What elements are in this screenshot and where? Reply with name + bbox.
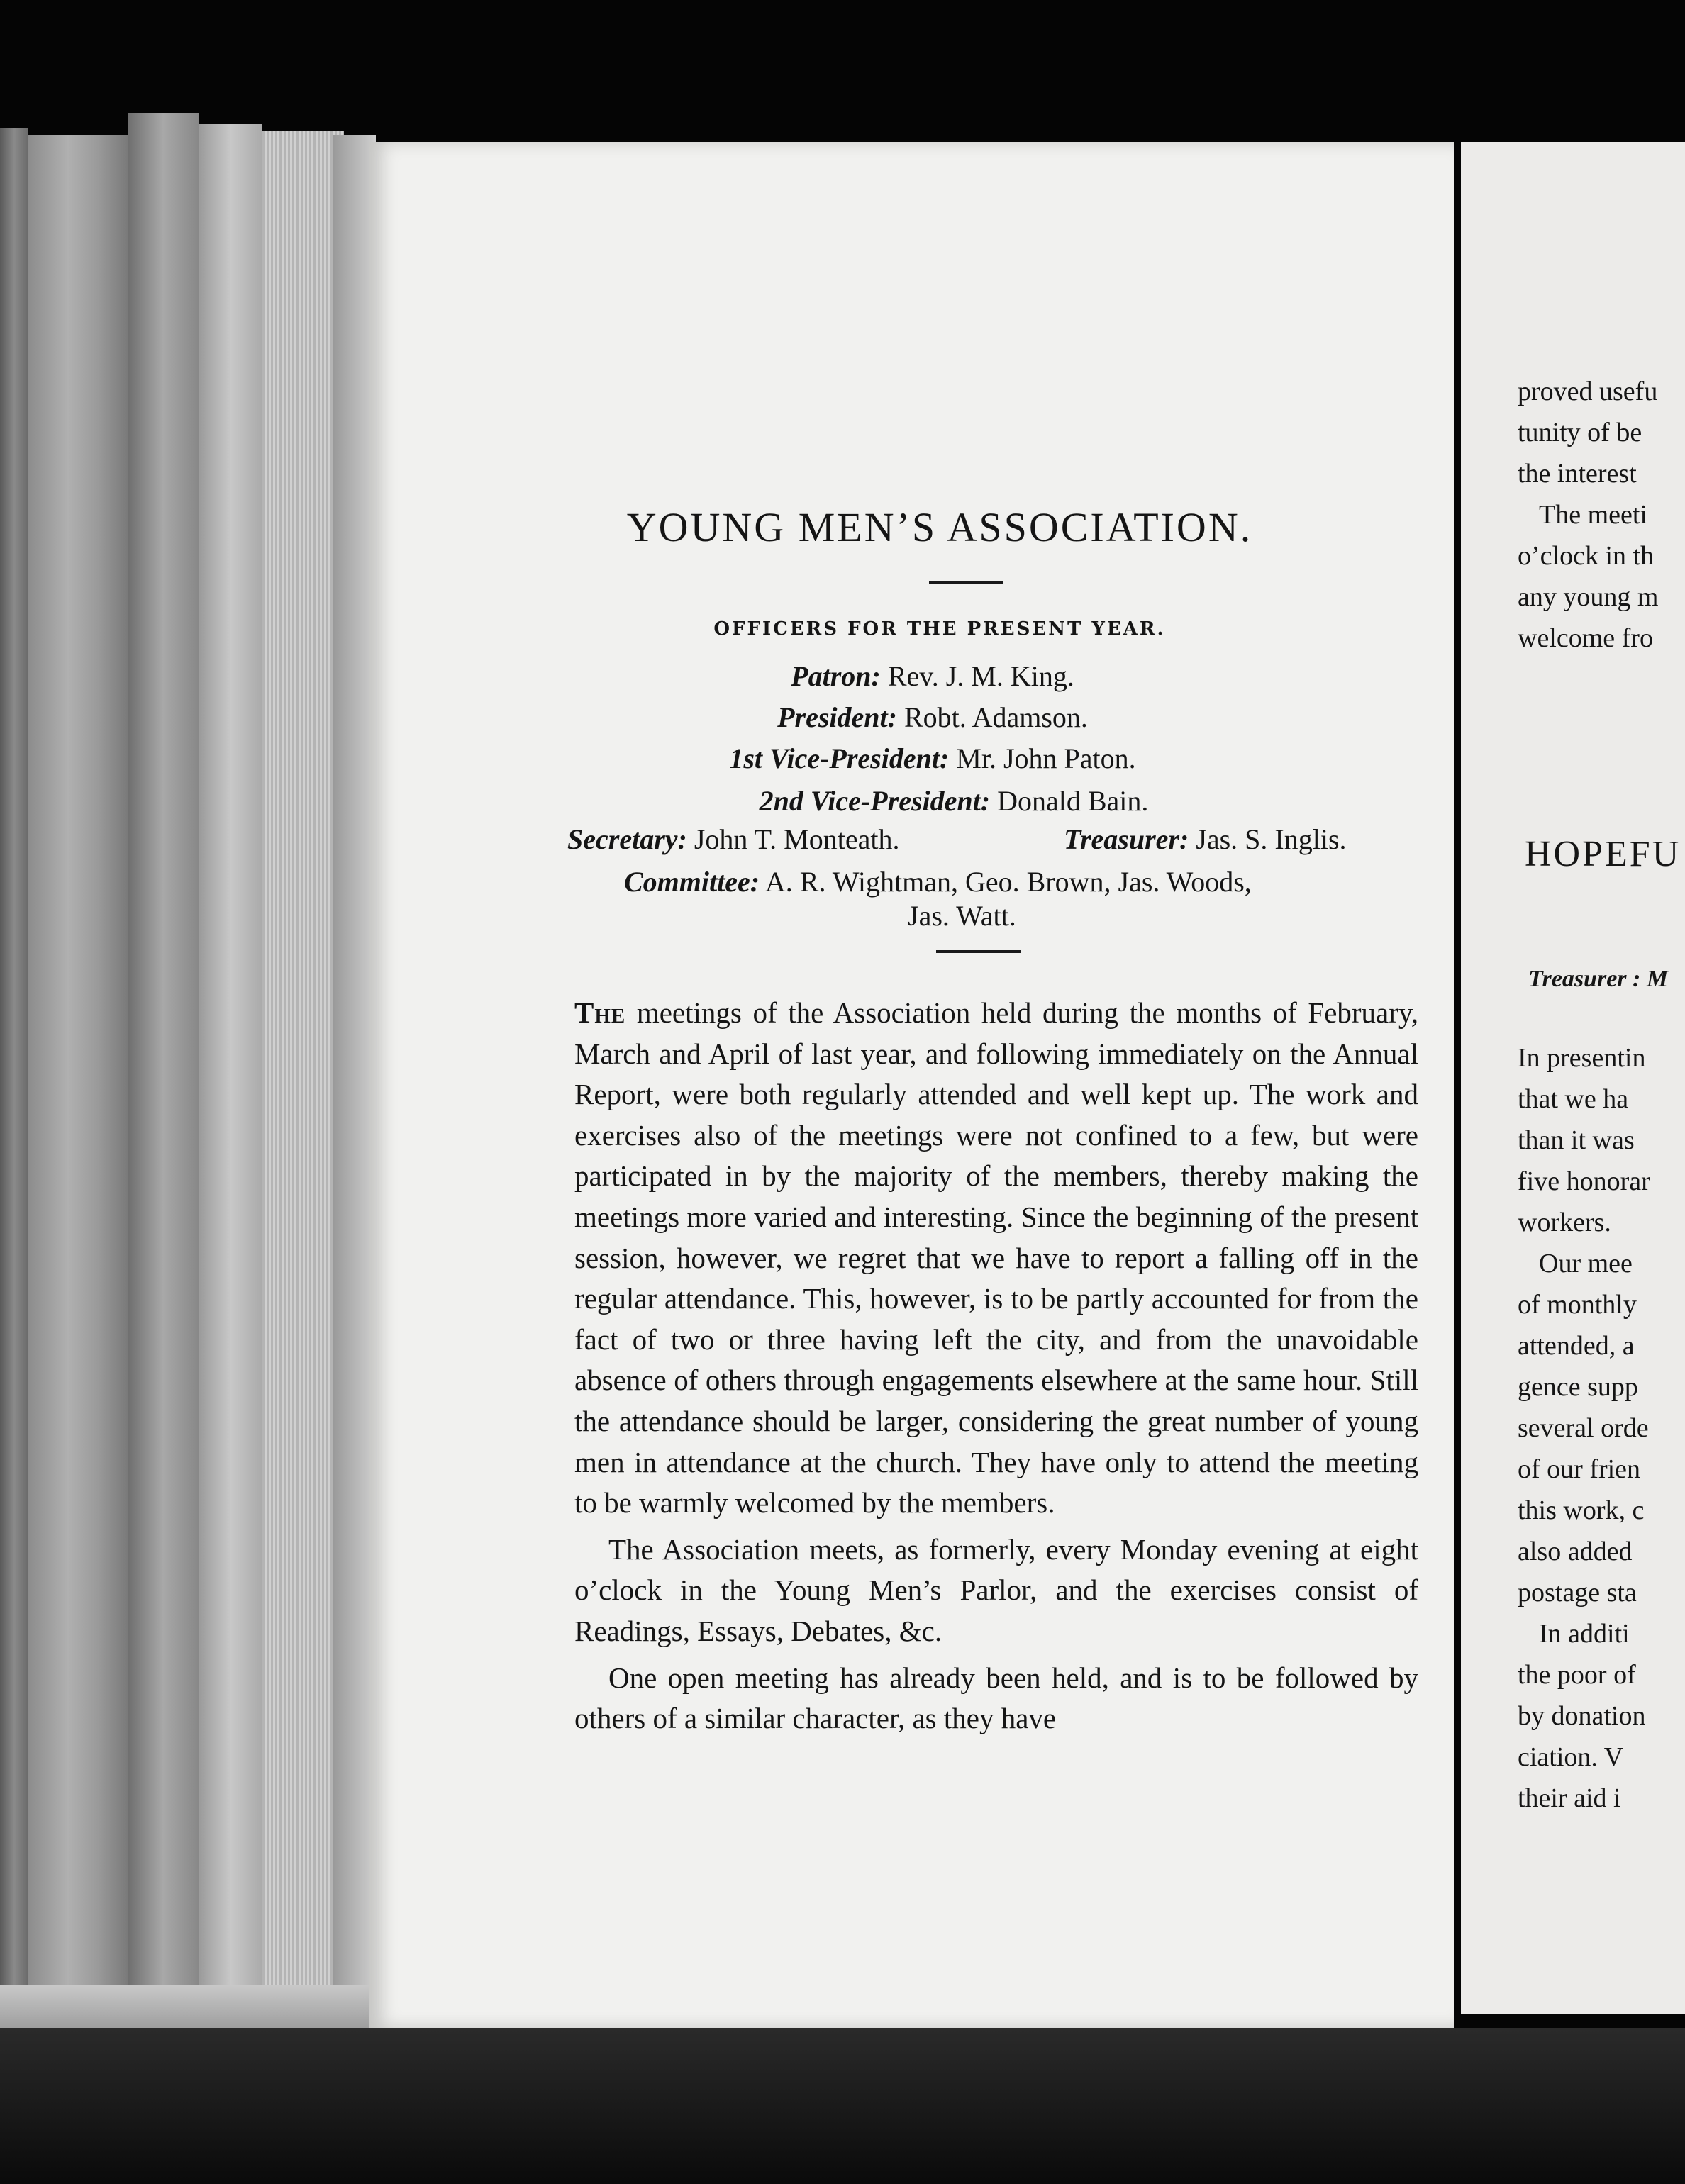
- text-line: ciation. V: [1518, 1742, 1624, 1772]
- book-edge: [28, 135, 128, 2014]
- text-line: the interest: [1518, 459, 1637, 489]
- committee-role: Committee:: [624, 866, 760, 898]
- text-line: of monthly: [1518, 1290, 1637, 1320]
- officer-role: Patron:: [791, 660, 881, 692]
- committee: [624, 865, 1404, 933]
- drop-lead: The: [574, 996, 626, 1029]
- text-line: o’clock in th: [1518, 541, 1655, 571]
- right-page-fragment: [1461, 142, 1685, 2014]
- treasurer-name: Jas. S. Inglis.: [1196, 823, 1347, 855]
- scan-background: [0, 2028, 1685, 2184]
- paragraph: [574, 1530, 1418, 1652]
- text-line: workers.: [1518, 1208, 1611, 1237]
- secretary-name: John T. Monteath.: [694, 823, 900, 855]
- text-line: five honorar: [1518, 1166, 1650, 1196]
- text-line: proved usefu: [1518, 377, 1658, 406]
- text-line: The meeti: [1539, 500, 1647, 530]
- officer-role: President:: [777, 701, 897, 733]
- section-heading: HOPEFU: [1525, 834, 1681, 874]
- text-line: welcome fro: [1518, 623, 1653, 653]
- treasurer-role: Treasurer:: [1064, 823, 1189, 855]
- officer-president: [390, 701, 1475, 734]
- officer-role: 1st Vice-President:: [729, 742, 950, 774]
- page-title: YOUNG MEN’S ASSOCIATION.: [626, 504, 1253, 550]
- treasurer: [1064, 823, 1347, 856]
- text-line: of our frien: [1518, 1454, 1641, 1484]
- paragraph: [574, 993, 1418, 1524]
- secretary-treasurer-row: [567, 823, 1418, 856]
- committee-names: A. R. Wightman, Geo. Brown, Jas. Woods,: [764, 866, 1252, 898]
- text-line: this work, c: [1518, 1495, 1645, 1525]
- officer-first-vice-president: [390, 742, 1475, 775]
- text-line: several orde: [1518, 1413, 1649, 1443]
- book-edge: [128, 113, 199, 2014]
- book-edge: [0, 128, 28, 2042]
- text-line: by donation: [1518, 1701, 1646, 1731]
- text-line: also added: [1518, 1537, 1633, 1566]
- paragraph-text: One open meeting has already been held, and is to be followed by others of a similar character, as they have: [574, 1661, 1418, 1735]
- title-divider: [929, 581, 1003, 584]
- treasurer-line: Treasurer : M: [1528, 966, 1669, 992]
- text-line: any young m: [1518, 582, 1659, 612]
- text-line: the poor of: [1518, 1660, 1636, 1690]
- text-line: tunity of be: [1518, 418, 1642, 447]
- left-page: [369, 142, 1454, 2028]
- secretary-role: Secretary:: [567, 823, 687, 855]
- officer-name: Donald Bain.: [997, 785, 1149, 817]
- officer-name: Rev. J. M. King.: [887, 660, 1074, 692]
- text-line: that we ha: [1518, 1084, 1629, 1114]
- officer-patron: [390, 659, 1475, 693]
- text-line: In additi: [1539, 1619, 1630, 1649]
- text-line: attended, a: [1518, 1331, 1635, 1361]
- paragraph: [574, 1658, 1418, 1739]
- paragraph-text: The Association meets, as formerly, every Monday evening at eight o’clock in the Young Men’s Parlor, and the exercises consist of Readings, Essays, Debates, &c.: [574, 1532, 1418, 1647]
- section-divider: [936, 950, 1021, 953]
- text-line: postage sta: [1518, 1578, 1637, 1608]
- text-line: their aid i: [1518, 1783, 1621, 1813]
- text-line: Our mee: [1539, 1249, 1633, 1278]
- officer-role: 2nd Vice-President:: [759, 785, 991, 817]
- officer-name: Robt. Adamson.: [903, 701, 1088, 733]
- report-body: [574, 993, 1418, 1739]
- text-line: gence supp: [1518, 1372, 1638, 1402]
- book-edge: [199, 124, 262, 2003]
- officer-second-vice-president: [411, 784, 1496, 818]
- paragraph-text: meetings of the Association held during the months of February, March and April of last year, and following immediately on the Annual Report, were both regularly attended and well kept up. The work and exercises also of the meetings were not confined to a few, but were participated in by the majority of the members, thereby making the meetings more varied and interesting. Since the beginning of the present session, however, we regret that we have to report a falling off in the regular attendance. This, however, is to be partly accounted for from the fact of two or three having left the city, and from the unavoidable absence of others through engagements elsewhere at the same hour. Still the attendance should be larger, considering the great number of young men in attendance at the church. They have only to attend the meeting to be warmly welcomed by the members.: [574, 996, 1418, 1520]
- officer-name: Mr. John Paton.: [956, 742, 1136, 774]
- committee-names-continued: Jas. Watt.: [908, 900, 1016, 932]
- page-stack-edge: [262, 131, 344, 2046]
- text-line: than it was: [1518, 1125, 1635, 1155]
- officers-heading: OFFICERS FOR THE PRESENT YEAR.: [713, 618, 1166, 640]
- text-line: In presentin: [1518, 1043, 1646, 1073]
